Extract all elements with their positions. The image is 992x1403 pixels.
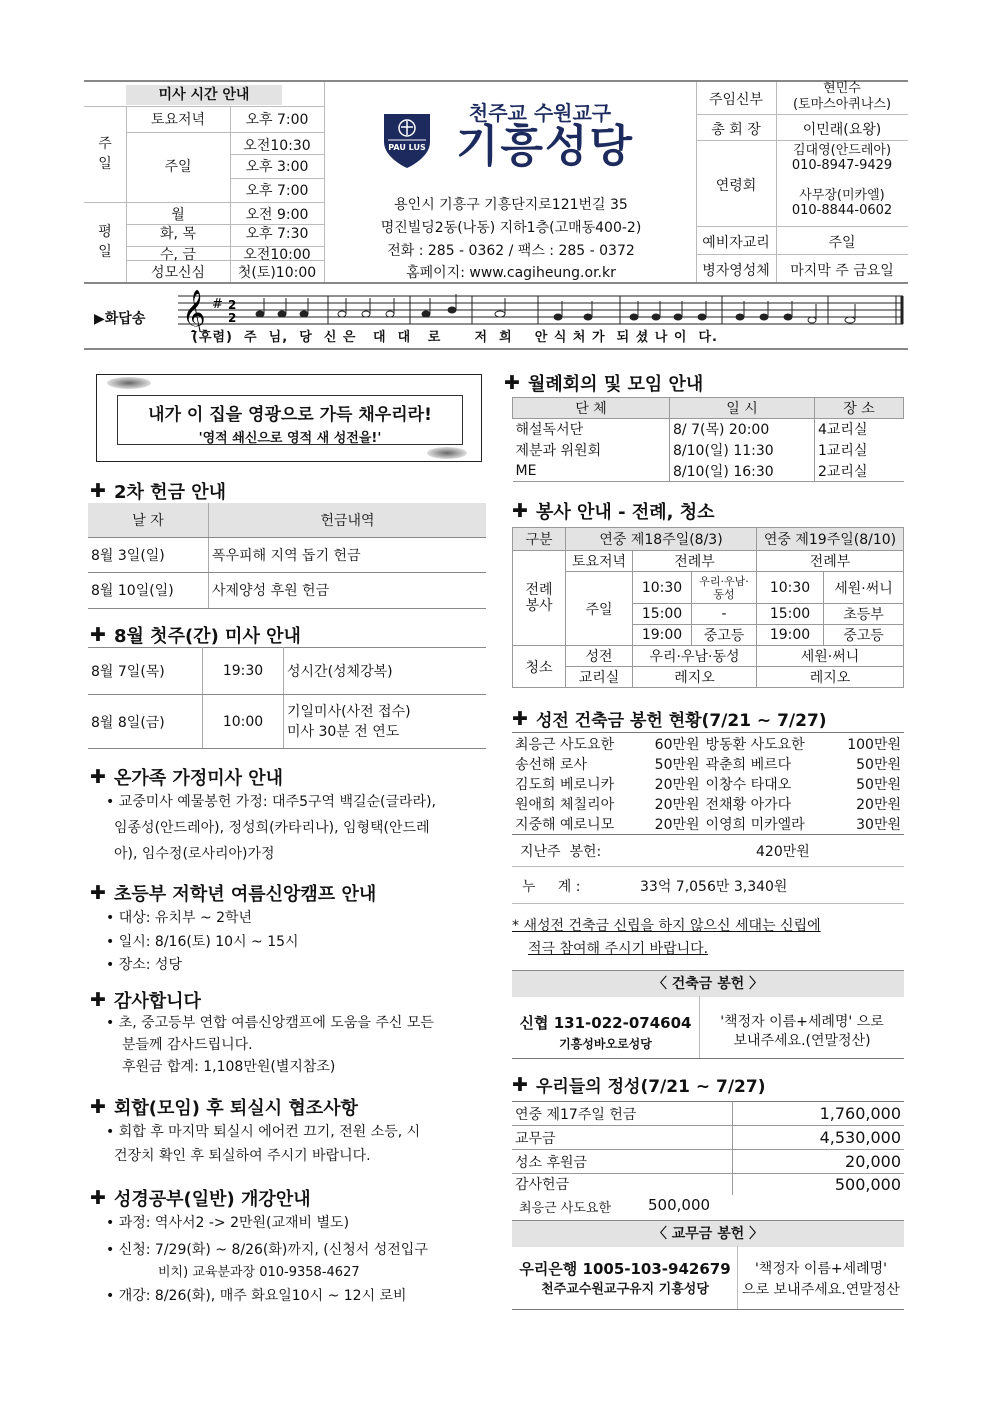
psalm-label: ▶화답송 <box>94 311 146 327</box>
table-cell: 4교리실 <box>818 422 868 439</box>
table-cell: 세원·써니 <box>757 646 904 667</box>
plus-icon: ✚ <box>90 989 106 1011</box>
bible-title: ✚ 성경공부(일반) 개강안내 <box>90 1187 311 1210</box>
donor-amount: 50만원 <box>654 757 700 773</box>
table-cell: 4,530,000 <box>733 1126 905 1150</box>
first-week-table <box>88 647 486 749</box>
table-cell: 해설독서단 <box>513 419 670 440</box>
table-cell: 감사헌금 <box>512 1174 733 1195</box>
banner-line1: 내가 이 집을 영광으로 가득 채우리라! <box>148 405 432 425</box>
donor-amount: 20만원 <box>654 797 700 813</box>
parish-address2: 명진빌딩2동(나동) 지하1층(고매동400-2) <box>380 220 642 236</box>
cooperation-title: ✚ 회합(모임) 후 퇴실시 협조사항 <box>90 1096 358 1119</box>
donor-name: 원애희 체칠리아 <box>515 797 615 813</box>
mass-day: 토요저녁 <box>150 112 206 128</box>
banner-box <box>96 374 482 462</box>
total-value: 33억 7,056만 3,340원 <box>640 879 788 895</box>
table-cell: 성전 <box>566 646 633 667</box>
psalm-lyrics: (후렴) 주 님, 당 신 은 대 대 로 저 희 안 식 처 가 되 셨 나 이 다. <box>192 330 718 345</box>
first-week-title: ✚ 8월 첫주(간) 미사 안내 <box>90 624 301 647</box>
offering-sub-value: 500,000 <box>648 1196 711 1214</box>
mass-day: 주일 <box>164 159 192 175</box>
donor-name: 최응근 사도요한 <box>515 737 615 753</box>
staff-value: 김대영(안드레아) 010-8947-9429 사무장(미카엘) 010-8844-0602 <box>791 143 893 218</box>
table-cell: 교리실 <box>566 667 633 688</box>
table-cell: 15:00 <box>633 604 692 625</box>
table-header: 연중 제18주일(8/3) <box>566 528 757 551</box>
donor-amount: 20만원 <box>654 777 700 793</box>
table-cell: ME <box>513 461 670 482</box>
parish-logo <box>382 112 432 170</box>
table-cell: 제분과 위원회 <box>513 440 670 461</box>
table-cell: 전례부 <box>757 551 904 572</box>
bullet-line: 아), 임수정(로사리아)가정 <box>114 846 275 862</box>
staff-role: 총 회 장 <box>711 122 761 138</box>
diocese-name: 천주교 수원교구 <box>468 101 612 125</box>
plus-icon: ✚ <box>512 500 528 522</box>
svg-text:#: # <box>212 297 223 312</box>
table-cell: 19:00 <box>757 625 824 646</box>
plus-icon: ✚ <box>90 882 106 904</box>
building-fund-title: ✚ 성전 건축금 봉헌 현황(7/21 ~ 7/27) <box>512 707 827 731</box>
building-account-holder: 기흥성바오로성당 <box>559 1037 652 1051</box>
offering-sub-name: 최응근 사도요한 <box>519 1201 612 1216</box>
table-cell: 레지오 <box>757 667 904 688</box>
table-header: 일 시 <box>670 398 815 419</box>
plus-icon: ✚ <box>90 1096 106 1118</box>
donor-name: 송선해 로사 <box>515 757 588 773</box>
svg-text:2: 2 <box>228 311 237 325</box>
table-cell: 주일 <box>566 572 633 646</box>
svg-text:2: 2 <box>228 298 237 312</box>
staff-value: 현민수 (토마스아퀴나스) <box>792 81 892 112</box>
table-cell: 500,000 <box>834 1174 901 1194</box>
table-cell: 교무금 <box>512 1126 733 1150</box>
camp-title: ✚ 초등부 저학년 여름신앙캠프 안내 <box>90 882 377 905</box>
table-cell: 우리·우남·동성 <box>633 646 757 667</box>
bullet-line: • 과정: 역사서2 -> 2만원(교재비 별도) <box>106 1215 350 1231</box>
donor-name: 방동환 사도요한 <box>705 737 805 753</box>
building-account-header: 〈 건축금 봉헌 〉 <box>512 970 904 997</box>
plus-icon: ✚ <box>90 1187 106 1209</box>
banner-line2: '영적 쇄신으로 영적 새 성전을!' <box>198 431 382 446</box>
bullet-line: 임종성(안드레아), 정성희(카타리나), 임형택(안드레 <box>114 820 430 836</box>
bullet-line: • 일시: 8/16(토) 10시 ~ 15시 <box>106 934 299 950</box>
last-week-label: 지난주 봉헌: <box>520 844 602 860</box>
staff-value: 마지막 주 금요일 <box>790 263 894 279</box>
bullet-line: 비치) 교육분과장 010-9358-4627 <box>158 1265 360 1280</box>
mass-time: 오후 3:00 <box>245 159 309 175</box>
plus-icon: ✚ <box>90 624 106 646</box>
bullet-line: 건장치 확인 후 퇴실하여 주시기 바랍니다. <box>114 1148 371 1164</box>
table-cell: 2교리실 <box>815 461 904 482</box>
building-account-number: 신협 131-022-074604 <box>519 1014 692 1032</box>
table-cell: 1교리실 <box>818 443 868 459</box>
mass-time: 오후 7:30 <box>245 226 309 242</box>
table-cell: 19:30 <box>203 648 284 695</box>
mass-time: 오전10:00 <box>243 247 311 263</box>
donor-amount: 30만원 <box>856 817 901 833</box>
bullet-line: • 교중미사 예물봉헌 가정: 대주5구역 백길순(글라라), <box>106 794 436 810</box>
table-cell: 중고등 <box>824 625 904 646</box>
donor-name: 곽춘희 베르다 <box>705 757 792 773</box>
thanks-title: ✚ 감사합니다 <box>90 989 201 1012</box>
table-cell: 19:00 <box>633 625 692 646</box>
plus-icon: ✚ <box>512 1073 528 1096</box>
building-account-instruction: '책정자 이름+세례명' 으로 보내주세요.(연말정산) <box>720 1014 884 1049</box>
donor-amount: 20만원 <box>856 797 901 813</box>
staff-role: 주임신부 <box>708 92 764 108</box>
table-header: 장 소 <box>815 398 904 419</box>
mass-day: 수, 금 <box>160 247 196 263</box>
staff-role: 예비자교리 <box>702 235 770 251</box>
second-collection-title: ✚ 2차 헌금 안내 <box>90 480 226 503</box>
table-cell: 8/ 7(목) 20:00 <box>670 419 815 440</box>
offerings-title: ✚ 우리들의 정성(7/21 ~ 7/27) <box>512 1073 766 1097</box>
dues-instruction: '책정자 이름+세례명' 으로 보내주세요.연말정산 <box>742 1261 900 1298</box>
service-table <box>512 527 904 688</box>
table-cell: 8월 10일(일) <box>88 572 209 608</box>
donor-name: 이창수 타대오 <box>705 777 792 793</box>
table-cell: 성소 후원금 <box>512 1150 733 1174</box>
note-line: * 새성전 건축금 신립을 하지 않으신 세대는 신립에 <box>512 918 821 934</box>
mass-day: 성모신심 <box>150 265 206 281</box>
table-cell: 20,000 <box>733 1150 905 1174</box>
total-label: 누 계 : <box>522 879 581 895</box>
bullet-line: • 개강: 8/26(화), 매주 화요일10시 ~ 12시 로비 <box>106 1288 407 1304</box>
parish-homepage[interactable]: 홈페이지: www.cagiheung.or.kr <box>406 265 616 281</box>
meetings-title: ✚ 월례회의 및 모임 안내 <box>504 372 704 395</box>
mass-times-title: 미사 시간 안내 <box>126 85 282 105</box>
mass-time: 오전 9:00 <box>245 207 309 223</box>
table-cell: 8월 3일(일) <box>88 537 209 572</box>
mass-time: 오후 7:00 <box>245 112 309 128</box>
dues-account-holder: 천주교수원교구유지 기흥성당 <box>541 1282 709 1297</box>
mass-time: 첫(토)10:00 <box>237 265 317 281</box>
mass-time: 오후 7:00 <box>245 183 309 199</box>
service-title: ✚ 봉사 안내 - 전례, 청소 <box>512 500 715 523</box>
donor-amount: 100만원 <box>847 737 901 753</box>
bullet-line: • 장소: 성당 <box>106 957 182 973</box>
staff-value: 주일 <box>828 235 856 251</box>
table-cell: 세원·써니 <box>824 572 904 604</box>
plus-icon: ✚ <box>90 480 106 502</box>
plus-icon: ✚ <box>504 372 520 394</box>
mass-day: 화, 목 <box>160 226 196 242</box>
svg-text:𝄞: 𝄞 <box>182 290 206 332</box>
staff-role: 연령회 <box>715 178 757 194</box>
table-cell: 8/10(일) 11:30 <box>670 440 815 461</box>
parish-phone: 전화 : 285 - 0362 / 팩스 : 285 - 0372 <box>387 243 635 259</box>
table-cell: 기일미사(사전 접수) 미사 30분 전 연도 <box>284 695 487 749</box>
table-cell: 전례부 <box>633 551 757 572</box>
table-cell: 10:30 <box>757 572 824 604</box>
mass-time: 오전10:30 <box>243 138 311 154</box>
table-cell: 레지오 <box>633 667 757 688</box>
table-cell: 8/10(일) 16:30 <box>670 461 815 482</box>
table-cell: - <box>692 604 757 625</box>
table-cell: 토요저녁 <box>566 551 633 572</box>
table-cell: 폭우피해 지역 돕기 헌금 <box>209 537 487 572</box>
plus-icon: ✚ <box>90 766 106 788</box>
dues-account-number: 우리은행 1005-103-942679 <box>519 1260 731 1278</box>
table-cell: 전례 봉사 <box>513 551 566 646</box>
donor-name: 김도희 베로니카 <box>515 777 615 793</box>
donor-name: 이영희 미카엘라 <box>705 817 805 833</box>
mass-day: 월 <box>171 207 185 223</box>
table-cell: 8월 7일(목) <box>88 648 203 695</box>
note-line: 적극 참여해 주시기 바랍니다. <box>528 941 709 957</box>
mass-times-block <box>84 82 324 282</box>
offerings-table <box>512 1101 904 1195</box>
table-header: 헌금내역 <box>209 503 487 537</box>
donor-table <box>512 734 904 834</box>
donor-name: 지중해 예로니모 <box>515 817 615 833</box>
family-mass-title: ✚ 온가족 가정미사 안내 <box>90 766 284 789</box>
table-cell: 연중 제17주일 헌금 <box>512 1102 733 1126</box>
staff-role: 병자영성체 <box>702 263 770 279</box>
bullet-line: 후원금 합계: 1,108만원(별지참조) <box>122 1059 336 1075</box>
staff-value: 이민래(요왕) <box>802 122 882 138</box>
last-week-value: 420만원 <box>756 844 810 860</box>
sunday-label: 주일 <box>98 136 112 172</box>
bullet-line: • 대상: 유치부 ~ 2학년 <box>106 910 253 926</box>
bullet-line: • 신청: 7/29(화) ~ 8/26(화)까지, (신청서 성전입구 <box>106 1242 428 1258</box>
table-cell: 8월 8일(금) <box>88 695 203 749</box>
donor-amount: 20만원 <box>654 817 700 833</box>
plus-icon: ✚ <box>512 707 528 730</box>
table-cell: 15:00 <box>757 604 824 625</box>
table-cell: 사제양성 후원 헌금 <box>209 572 487 608</box>
donor-amount: 50만원 <box>856 777 901 793</box>
weekday-label: 평일 <box>98 224 112 260</box>
donor-amount: 50만원 <box>856 757 901 773</box>
dues-header: 〈 교무금 봉헌 〉 <box>512 1220 904 1247</box>
table-header: 단 체 <box>513 398 670 419</box>
table-cell: 10:30 <box>633 572 692 604</box>
donor-amount: 60만원 <box>654 737 700 753</box>
parish-address1: 용인시 기흥구 기흥단지로121번길 35 <box>394 197 628 213</box>
logo-text: PAU LUS <box>388 143 426 152</box>
table-cell: 초등부 <box>824 604 904 625</box>
bullet-line: 분들께 감사드립니다. <box>122 1037 253 1053</box>
table-cell: 성시간(성체강복) <box>284 648 487 695</box>
table-cell: 1,760,000 <box>733 1102 905 1126</box>
table-cell: 청소 <box>513 646 566 688</box>
parish-name: 기흥성당 <box>455 121 634 172</box>
bullet-line: • 회합 후 마지막 퇴실시 에어컨 끄기, 전원 소등, 시 <box>106 1124 421 1140</box>
table-cell: 10:00 <box>203 695 284 749</box>
table-header: 구분 <box>513 528 566 551</box>
table-cell: 우리·우남· 동성 <box>692 572 757 604</box>
donor-name: 전채황 아가다 <box>705 797 792 813</box>
meetings-table <box>512 397 904 482</box>
bullet-line: • 초, 중고등부 연합 여름신앙캠프에 도움을 주신 모든 <box>106 1015 434 1031</box>
table-header: 연중 제19주일(8/10) <box>757 528 904 551</box>
second-collection-table <box>88 503 486 609</box>
table-header: 날 자 <box>88 503 209 537</box>
table-cell: 중고등 <box>692 625 757 646</box>
